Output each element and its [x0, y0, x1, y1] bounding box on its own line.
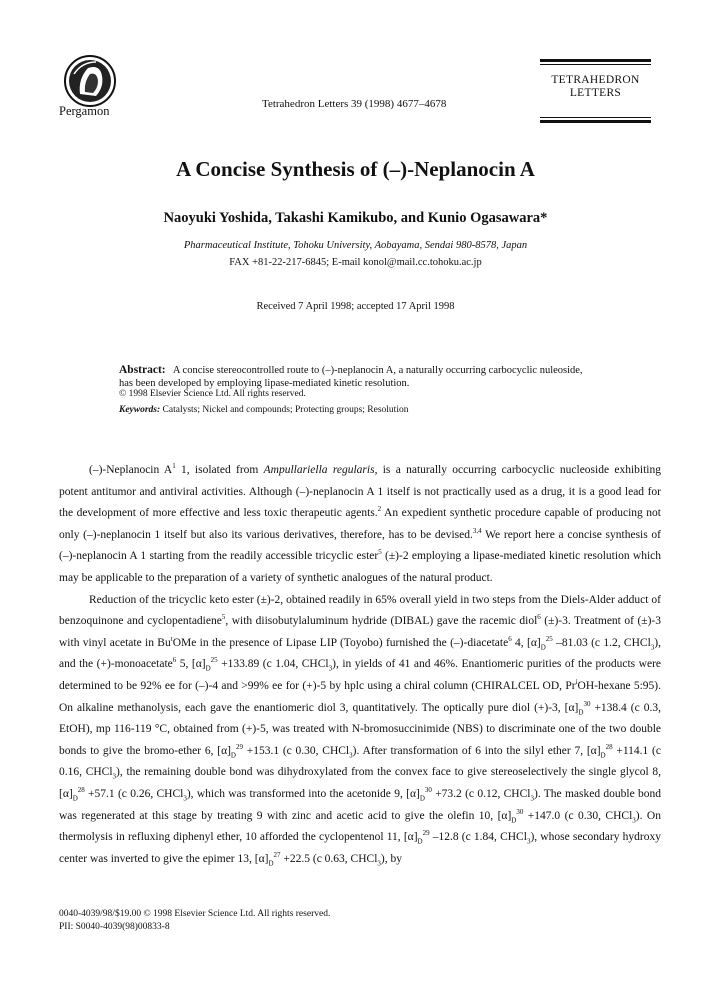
header-rule: [540, 120, 651, 123]
paragraph-2: Reduction of the tricyclic keto ester (±)-2, obtained readily in 65% overall yield in two steps from the Diels-Alder adduct of benzoquinone and cyclopentadiene$^5$, with diisobutylaluminum hydride (DIBAL) gave the racemic diol$^6$ (±)-3. Treatment of (±)-3 with vinyl acetate in Bu$^t$OMe in the presence of Lipase LIP (Toyobo) furnished the (–)-diacetate$^6$ 4, $[\alpha]_D^{25}$ –81.03 (c 1.2, CHCl$_3$), and the (+)-monoacetate$^6$ 5, $[\alpha]_D^{25} +133.89$ (c 1.04, CHCl$_3$), in yields of 41 and 46%. Enantiomeric purities of the products were determined to be 92% ee for (–)-4 and >99% ee for (+)-5 by hplc using a chiral column (CHIRALCEL OD, Pr$^i$OH-hexane 5:95). On alkaline methanolysis, each gave the enantiomeric diol 3, quantitatively. The optically pure diol (+)-3, $[\alpha]_D^{30} +138.4$ (c 0.3, EtOH), mp 116-119 °C, obtained from (+)-5, was treated with N-bromosuccinimide (NBS) to discriminate one of the two double bonds to give the bromo-ether 6, $[\alpha]_D^{29} +153.1$ (c 0.30, CHCl$_3$). After transformation of 6 into the silyl ether 7, $[\alpha]_D^{28} +114.1$ (c 0.16, CHCl$_3$), the remaining double bond was dihydroxylated from the convex face to give stereoselectively the single glycol 8, $[\alpha]_D^{28} +57.1$ (c 0.26, CHCl$_3$), which was transformed into the acetonide 9, $[\alpha]_D^{30} +73.2$ (c 0.12, CHCl$_3$). The masked double bond was regenerated at this stage by treating 9 with zinc and acetic acid to give the olefin 10, $[\alpha]_D^{30} +147.0$ (c 0.30, CHCl$_3$). On thermolysis in refluxing diphenyl ether, 10 afforded the cyclopentenol 11, $[\alpha]_D^{29}$ –12.8 (c 1.84, CHCl$_3$), whose secondary hydroxy center was inverted to give the epimer 13, $[\alpha]_D^{27} +22.5$ (c 0.63, CHCl$_3$), by: [59, 593, 662, 867]
article-title: A Concise Synthesis of (–)-Neplanocin A: [176, 157, 535, 181]
elsevier-logo: [60, 54, 120, 110]
abstract-text: A concise stereocontrolled route to (–)-neplanocin A, a naturally occurring carbocyclic nuleoside, has been developed by employing lipase-mediated kinetic resolution.: [119, 365, 583, 389]
abstract-label: Abstract:: [119, 364, 166, 376]
header-rule: [540, 64, 651, 65]
footer-pii: PII: S0040-4039(98)00833-8: [59, 921, 170, 932]
header-rule: [540, 117, 651, 118]
header-rule: [540, 59, 651, 62]
article-authors: Naoyuki Yoshida, Takashi Kamikubo, and Kunio Ogasawara*: [163, 210, 548, 226]
footer-copyright: 0040-4039/98/$19.00 © 1998 Elsevier Science Ltd. All rights reserved.: [59, 909, 331, 919]
keywords-list: Catalysts; Nickel and compounds; Protecting groups; Resolution: [162, 405, 409, 415]
keywords: [119, 405, 408, 415]
paragraph-1: (–)-Neplanocin $A^1$ 1, isolated from Ampullariella regularis, is a naturally occurring carbocyclic nucleoside exhibiting potent antitumor and antiviral activities. Although (–)-neplanocin A 1 itself is not practically used as a drug, it is a good lead for the development of more effective and less toxic therapeutic agents.$^2$ An expedient synthetic procedure capable of producing not only (–)-neplanocin 1 itself but also its various derivatives, therefore, has to be devised.$^{3,4}$ We report here a concise synthesis of (–)-neplanocin A 1 starting from the readily accessible tricyclic ester$^5$ (±)-2 employing a lipase-mediated kinetic resolution which may be applicable to the preparation of a variety of synthetic analogues of the natural product.: [59, 462, 661, 584]
keywords-label: Keywords:: [119, 405, 161, 415]
body-text: [59, 460, 661, 870]
abstract: [119, 364, 594, 390]
received-dates: Received 7 April 1998; accepted 17 April 1998: [256, 301, 455, 312]
journal-name: TETRAHEDRON LETTERS: [551, 74, 640, 99]
abstract-copyright: © 1998 Elsevier Science Ltd. All rights reserved.: [119, 389, 306, 399]
journal-citation: Tetrahedron Letters 39 (1998) 4677–4678: [262, 98, 447, 110]
author-affiliation: Pharmaceutical Institute, Tohoku University, Aobayama, Sendai 980-8578, Japan: [183, 240, 528, 251]
publisher-name: Pergamon: [59, 104, 110, 118]
author-contact: FAX +81-22-217-6845; E-mail konol@mail.cc.tohoku.ac.jp: [229, 257, 482, 268]
page-footer: [59, 908, 330, 933]
